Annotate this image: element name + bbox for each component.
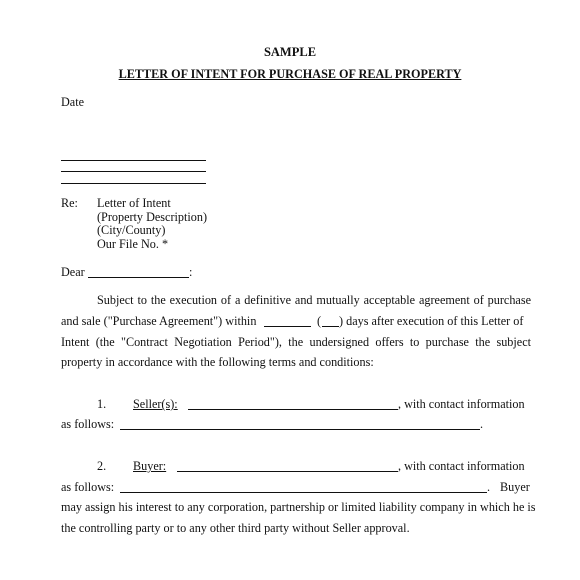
salutation-colon: :	[189, 265, 193, 279]
buyer-assign-line1: may assign his interest to any corporation, partnership or limited liability company in which he is	[61, 500, 536, 514]
re-line-letter: Letter of Intent	[97, 196, 171, 210]
salutation-dear: Dear	[61, 265, 85, 279]
document-title: SAMPLE	[263, 45, 317, 59]
re-line-city: (City/County)	[97, 223, 166, 237]
buyer-contact-blank[interactable]	[120, 492, 487, 493]
document-subtitle	[0, 67, 580, 82]
para1-line4: property in accordance with the following terms and conditions:	[61, 355, 374, 369]
address-line-3[interactable]	[61, 183, 206, 184]
date-label: Date	[61, 95, 85, 109]
seller-name-blank[interactable]	[188, 409, 398, 410]
paren-open: (	[317, 314, 322, 328]
buyer-label: Buyer:	[133, 459, 167, 473]
buyer-period: .	[487, 480, 491, 494]
re-line-property: (Property Description)	[97, 210, 207, 224]
seller-label: Seller(s):	[133, 397, 178, 411]
seller-as-follows: as follows:	[61, 417, 115, 431]
item1-number: 1.	[97, 397, 107, 411]
item2-number: 2.	[97, 459, 107, 473]
re-label: Re:	[61, 196, 78, 210]
address-line-2[interactable]	[61, 171, 206, 172]
days-words-blank[interactable]	[264, 326, 311, 327]
para1-line1: Subject to the execution of a definitive and mutually acceptable agreement of purchase	[97, 293, 531, 307]
buyer-assign-line2: the controlling party or to any other third party without Seller approval.	[61, 521, 410, 535]
re-line-file-no: Our File No. *	[97, 237, 169, 251]
seller-contact-blank[interactable]	[120, 429, 480, 430]
seller-period: .	[480, 417, 484, 431]
para1-line2-end: ) days after execution of this Letter of	[339, 314, 524, 328]
buyer-as-follows: as follows:	[61, 480, 115, 494]
para1-line2-start: and sale ("Purchase Agreement") within	[61, 314, 257, 328]
seller-contact-text: , with contact information	[398, 397, 525, 411]
recipient-name-blank[interactable]	[88, 277, 189, 278]
address-line-1[interactable]	[61, 160, 206, 161]
para1-line3: Intent (the "Contract Negotiation Period"), the undersigned offers to purchase the subject	[61, 335, 531, 349]
buyer-name-blank[interactable]	[177, 471, 398, 472]
buyer-contact-text: , with contact information	[398, 459, 525, 473]
buyer-word: Buyer	[500, 480, 530, 494]
days-number-blank[interactable]	[322, 326, 339, 327]
subtitle-text: LETTER OF INTENT FOR PURCHASE OF REAL PROPERTY	[118, 67, 462, 81]
